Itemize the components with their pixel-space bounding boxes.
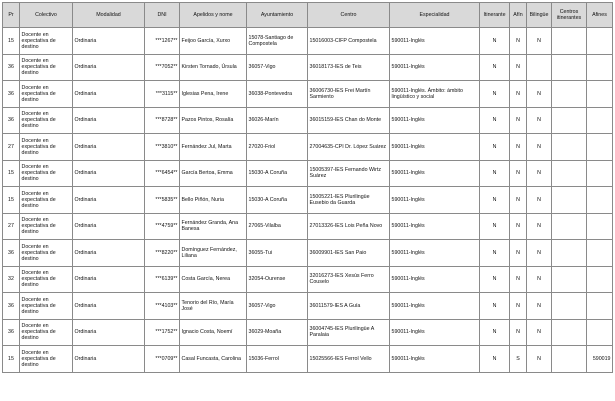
cell-centros-itinerantes [552,346,587,373]
cell-afines [587,240,613,267]
cell-ayuntamiento: 27065-Vilalba [247,213,308,240]
cell-afin: N [510,160,527,187]
cell-afines [587,319,613,346]
cell-apelidos-nome: Casal Funcasta, Carolina [180,346,247,373]
cell-dni: ***8220** [145,240,180,267]
cell-modalidad: Ordinaria [73,54,145,81]
column-header-colectivo: Colectivo [20,3,73,28]
cell-colectivo: Docente en expectativa de destino [20,293,73,320]
cell-ayuntamiento: 15030-A Coruña [247,187,308,214]
cell-bilingue: N [527,107,552,134]
cell-afines: 590019 [587,346,613,373]
cell-centros-itinerantes [552,266,587,293]
cell-dni: ***4103** [145,293,180,320]
table-row [3,240,613,267]
cell-afin: N [510,187,527,214]
cell-bilingue: N [527,213,552,240]
cell-especialidad: 590011-Inglés. Ámbito: ámbito lingüístico y social [390,81,480,108]
cell-modalidad: Ordinaria [73,134,145,161]
cell-dni: ***4759** [145,213,180,240]
cell-especialidad: 590011-Inglés [390,134,480,161]
cell-ayuntamiento: 36057-Vigo [247,54,308,81]
cell-ayuntamiento: 15078-Santiago de Compostela [247,28,308,55]
cell-ayuntamiento: 36038-Pontevedra [247,81,308,108]
column-header-afin: Afín [510,3,527,28]
cell-bilingue: N [527,346,552,373]
cell-afin: N [510,213,527,240]
cell-pr: 15 [3,28,20,55]
cell-modalidad: Ordinaria [73,81,145,108]
cell-centro: 36011579-IES A Guía [308,293,390,320]
cell-centros-itinerantes [552,54,587,81]
cell-pr: 36 [3,81,20,108]
column-header-afines: Afines [587,3,613,28]
cell-centro: 15025566-IES Ferrol Vello [308,346,390,373]
table-row [3,213,613,240]
cell-bilingue: N [527,266,552,293]
cell-apelidos-nome: Tenorio del Río, María José [180,293,247,320]
cell-itinerante: N [480,240,510,267]
page [2,2,613,373]
column-header-apelidos-nome: Apelidos y nome [180,3,247,28]
cell-dni: ***1267** [145,28,180,55]
cell-afines [587,81,613,108]
table-row [3,134,613,161]
cell-modalidad: Ordinaria [73,107,145,134]
cell-especialidad: 590011-Inglés [390,160,480,187]
cell-bilingue [527,54,552,81]
table-body [3,28,613,373]
column-header-especialidad: Especialidad [390,3,480,28]
cell-dni: ***6139** [145,266,180,293]
cell-apelidos-nome: García Bertoa, Emma [180,160,247,187]
cell-modalidad: Ordinaria [73,187,145,214]
cell-modalidad: Ordinaria [73,160,145,187]
cell-afin: N [510,134,527,161]
cell-dni: ***8728** [145,107,180,134]
cell-dni: ***7052** [145,54,180,81]
cell-pr: 36 [3,107,20,134]
cell-itinerante: N [480,107,510,134]
cell-ayuntamiento: 15036-Ferrol [247,346,308,373]
cell-afines [587,293,613,320]
cell-modalidad: Ordinaria [73,240,145,267]
cell-ayuntamiento: 36057-Vigo [247,293,308,320]
table-row [3,187,613,214]
cell-apelidos-nome: Fernández Jul, Marta [180,134,247,161]
cell-centro: 27013326-IES Lois Peña Novo [308,213,390,240]
cell-dni: ***0709** [145,346,180,373]
cell-pr: 36 [3,319,20,346]
cell-afin: S [510,346,527,373]
cell-especialidad: 590011-Inglés [390,28,480,55]
cell-colectivo: Docente en expectativa de destino [20,54,73,81]
cell-pr: 36 [3,54,20,81]
cell-afin: N [510,107,527,134]
cell-colectivo: Docente en expectativa de destino [20,346,73,373]
cell-itinerante: N [480,28,510,55]
cell-especialidad: 590011-Inglés [390,107,480,134]
table-row [3,293,613,320]
cell-afin: N [510,81,527,108]
cell-itinerante: N [480,54,510,81]
cell-apelidos-nome: Ignacio Costa, Noemí [180,319,247,346]
cell-itinerante: N [480,187,510,214]
cell-centros-itinerantes [552,213,587,240]
cell-centro: 36009901-IES San Paio [308,240,390,267]
cell-dni: ***6454** [145,160,180,187]
cell-dni: ***3115** [145,81,180,108]
cell-bilingue: N [527,240,552,267]
cell-ayuntamiento: 32054-Ourense [247,266,308,293]
column-header-centro: Centro [308,3,390,28]
cell-bilingue: N [527,160,552,187]
cell-pr: 32 [3,266,20,293]
cell-centro: 27004635-CPI Dr. López Suárez [308,134,390,161]
cell-centro: 32016273-IES Xesús Ferro Couselo [308,266,390,293]
cell-ayuntamiento: 36026-Marín [247,107,308,134]
cell-pr: 15 [3,160,20,187]
cell-itinerante: N [480,319,510,346]
column-header-modalidad: Modalidad [73,3,145,28]
cell-itinerante: N [480,266,510,293]
cell-ayuntamiento: 27020-Friol [247,134,308,161]
cell-especialidad: 590011-Inglés [390,240,480,267]
cell-ayuntamiento: 36029-Moaña [247,319,308,346]
cell-centro: 15005397-IES Fernando Wirtz Suárez [308,160,390,187]
cell-apelidos-nome: Kirsten Tornado, Úrsula [180,54,247,81]
cell-colectivo: Docente en expectativa de destino [20,319,73,346]
cell-colectivo: Docente en expectativa de destino [20,240,73,267]
cell-bilingue: N [527,319,552,346]
cell-colectivo: Docente en expectativa de destino [20,160,73,187]
cell-especialidad: 590011-Inglés [390,293,480,320]
cell-centros-itinerantes [552,134,587,161]
cell-especialidad: 590011-Inglés [390,213,480,240]
table-header-row [3,3,613,28]
cell-afines [587,160,613,187]
cell-afin: N [510,54,527,81]
cell-afin: N [510,293,527,320]
cell-afin: N [510,266,527,293]
cell-centros-itinerantes [552,160,587,187]
column-header-pr: Pr [3,3,20,28]
cell-afines [587,213,613,240]
cell-apelidos-nome: Fernández Granda, Ana Banesa [180,213,247,240]
cell-pr: 36 [3,293,20,320]
table-row [3,346,613,373]
cell-apelidos-nome: Feijoo García, Xurxo [180,28,247,55]
cell-colectivo: Docente en expectativa de destino [20,107,73,134]
cell-centros-itinerantes [552,81,587,108]
cell-centros-itinerantes [552,107,587,134]
cell-pr: 15 [3,346,20,373]
cell-especialidad: 590011-Inglés [390,54,480,81]
cell-itinerante: N [480,134,510,161]
cell-colectivo: Docente en expectativa de destino [20,213,73,240]
cell-apelidos-nome: Domínguez Fernández, Liliana [180,240,247,267]
table-row [3,160,613,187]
column-header-dni: DNI [145,3,180,28]
cell-modalidad: Ordinaria [73,293,145,320]
cell-bilingue: N [527,293,552,320]
cell-apelidos-nome: Bello Piñón, Nuria [180,187,247,214]
cell-centros-itinerantes [552,28,587,55]
cell-especialidad: 590011-Inglés [390,266,480,293]
cell-itinerante: N [480,293,510,320]
cell-centros-itinerantes [552,240,587,267]
cell-bilingue: N [527,81,552,108]
assignments-table [2,2,613,373]
cell-pr: 15 [3,187,20,214]
cell-pr: 36 [3,240,20,267]
cell-itinerante: N [480,213,510,240]
cell-afin: N [510,240,527,267]
column-header-centros-itinerantes: Centros itinerantes [552,3,587,28]
table-row [3,266,613,293]
cell-itinerante: N [480,81,510,108]
cell-modalidad: Ordinaria [73,346,145,373]
cell-modalidad: Ordinaria [73,213,145,240]
table-row [3,319,613,346]
cell-centro: 36018173-IES de Teis [308,54,390,81]
table-row [3,107,613,134]
cell-centro: 36006730-IES Frei Martín Sarmiento [308,81,390,108]
cell-modalidad: Ordinaria [73,266,145,293]
cell-colectivo: Docente en expectativa de destino [20,28,73,55]
table-row [3,54,613,81]
cell-especialidad: 590011-Inglés [390,346,480,373]
cell-colectivo: Docente en expectativa de destino [20,81,73,108]
cell-centros-itinerantes [552,187,587,214]
cell-especialidad: 590011-Inglés [390,319,480,346]
cell-afines [587,28,613,55]
cell-afin: N [510,319,527,346]
cell-centro: 15016003-CIFP Compostela [308,28,390,55]
cell-centro: 36015159-IES Chan do Monte [308,107,390,134]
cell-pr: 27 [3,134,20,161]
table-row [3,81,613,108]
cell-centros-itinerantes [552,319,587,346]
cell-apelidos-nome: Iglesias Pena, Irene [180,81,247,108]
table-row [3,28,613,55]
cell-centros-itinerantes [552,293,587,320]
column-header-ayuntamiento: Ayuntamiento [247,3,308,28]
cell-afines [587,54,613,81]
cell-bilingue: N [527,28,552,55]
cell-itinerante: N [480,346,510,373]
cell-itinerante: N [480,160,510,187]
cell-dni: ***3810** [145,134,180,161]
cell-afin: N [510,28,527,55]
cell-colectivo: Docente en expectativa de destino [20,134,73,161]
cell-modalidad: Ordinaria [73,28,145,55]
cell-bilingue: N [527,187,552,214]
cell-centro: 36004745-IES Plurilingüe A Paralaia [308,319,390,346]
cell-apelidos-nome: Pazos Pintos, Rosalía [180,107,247,134]
cell-bilingue: N [527,134,552,161]
cell-centro: 15005221-IES Plurilingüe Eusebio da Guarda [308,187,390,214]
cell-apelidos-nome: Costa García, Nerea [180,266,247,293]
cell-colectivo: Docente en expectativa de destino [20,187,73,214]
column-header-itinerante: Itinerante [480,3,510,28]
cell-dni: ***1752** [145,319,180,346]
cell-ayuntamiento: 36055-Tui [247,240,308,267]
cell-ayuntamiento: 15030-A Coruña [247,160,308,187]
cell-afines [587,134,613,161]
cell-colectivo: Docente en expectativa de destino [20,266,73,293]
cell-afines [587,187,613,214]
cell-modalidad: Ordinaria [73,319,145,346]
cell-afines [587,107,613,134]
cell-pr: 27 [3,213,20,240]
column-header-bilingue: Bilingüe [527,3,552,28]
cell-dni: ***5835** [145,187,180,214]
cell-especialidad: 590011-Inglés [390,187,480,214]
cell-afines [587,266,613,293]
